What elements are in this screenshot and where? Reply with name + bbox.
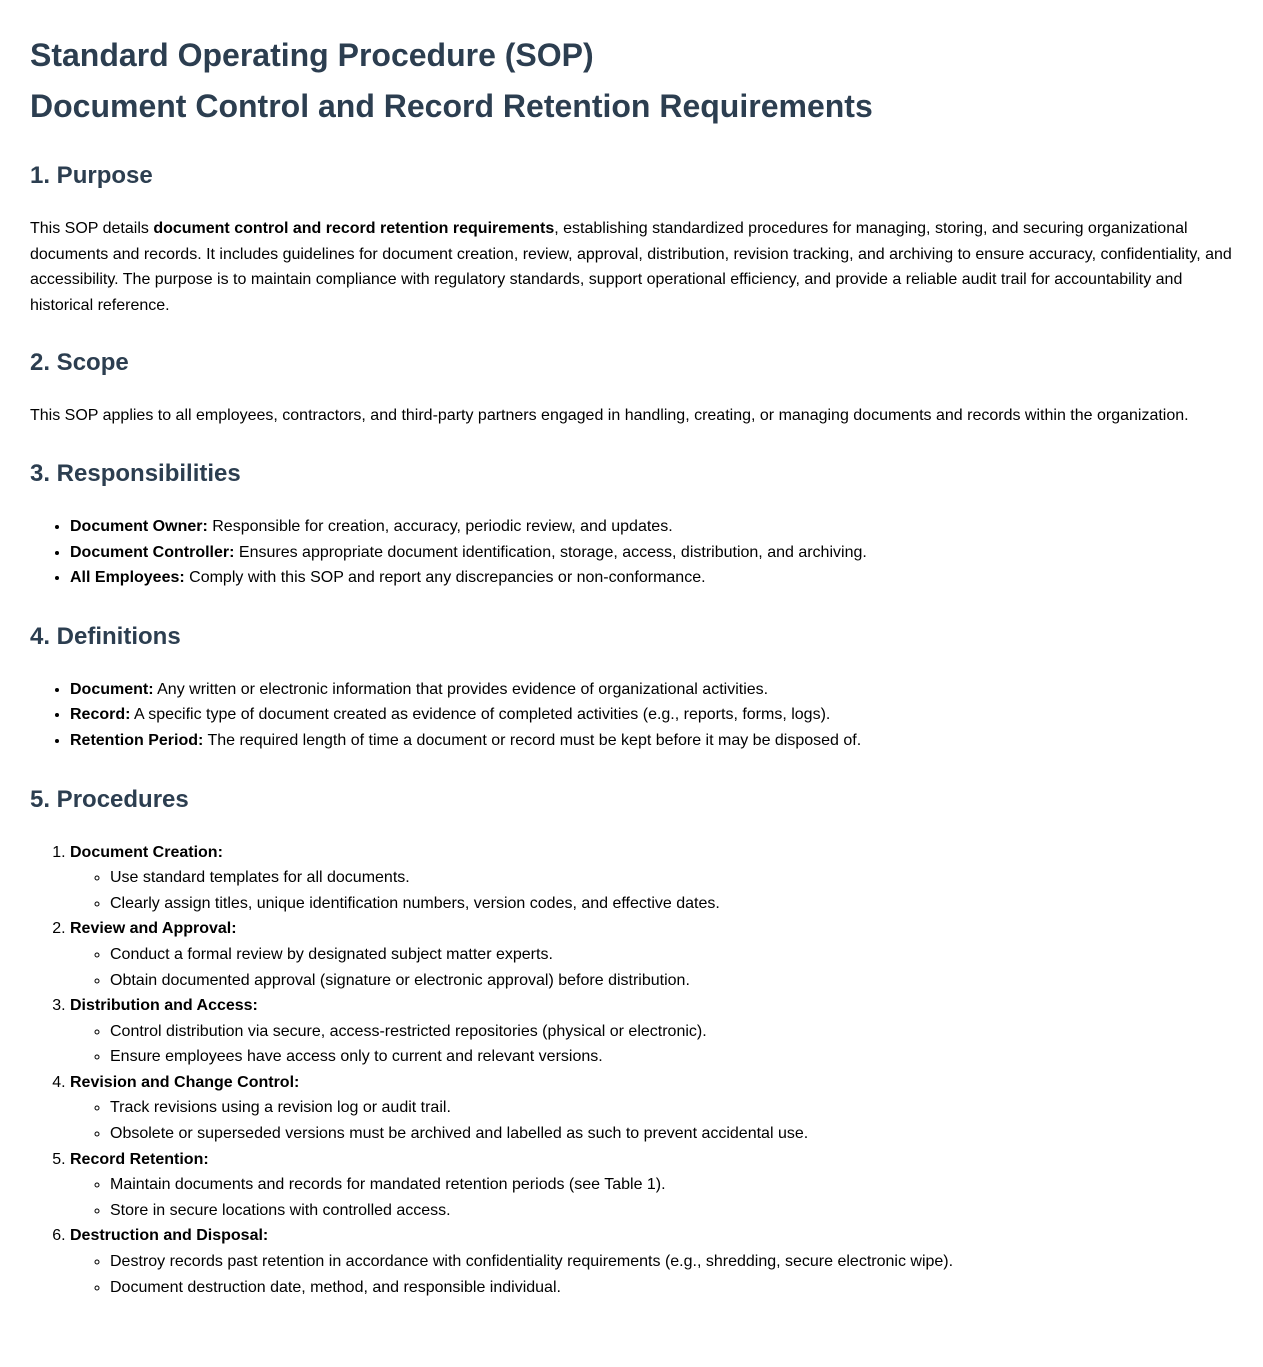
- list-item-desc: Any written or electronic information that provides evidence of organizational activities.: [153, 680, 769, 698]
- procedure-step-title: Record Retention:: [70, 1150, 209, 1168]
- title-line-2: Document Control and Record Retention Requirements: [30, 88, 873, 124]
- definitions-list: [30, 677, 1233, 754]
- procedure-step-title: Destruction and Disposal:: [70, 1227, 269, 1245]
- scope-heading: 2. Scope: [30, 349, 129, 377]
- purpose-text-bold: document control and record retention requirements: [153, 220, 555, 237]
- procedure-sub-list: [70, 1095, 1233, 1146]
- procedure-sub-item: ◦ Document destruction date, method, and responsible individual.: [110, 1275, 1233, 1301]
- procedure-sub-item: ◦ Clearly assign titles, unique identification numbers, version codes, and effective dates.: [110, 891, 1233, 917]
- purpose-heading: 1. Purpose: [30, 162, 153, 189]
- procedure-sub-item: ◦ Maintain documents and records for mandated retention periods (see Table 1).: [110, 1172, 1233, 1198]
- procedure-step: [70, 1147, 1233, 1224]
- procedure-sub-list: [70, 1019, 1233, 1070]
- list-item-term: Record:: [70, 706, 131, 724]
- scope-paragraph: This SOP applies to all employees, contractors, and third-party partners engaged in handling, creating, or managing documents and records within the organization.: [30, 407, 1189, 425]
- list-item-desc: The required length of time a document or record must be kept before it may be disposed of.: [203, 731, 862, 749]
- list-item-desc: A specific type of document created as evidence of completed activities (e.g., reports, forms, logs).: [130, 706, 831, 724]
- procedure-sub-item: ◦ Obtain documented approval (signature or electronic approval) before distribution.: [110, 968, 1233, 994]
- procedure-step-title: Document Creation:: [70, 843, 223, 861]
- procedure-sub-item: ◦ Track revisions using a revision log or audit trail.: [110, 1095, 1233, 1121]
- title-line-1: Standard Operating Procedure (SOP): [30, 37, 594, 73]
- list-item: [70, 677, 1233, 703]
- procedure-sub-list: [70, 865, 1233, 916]
- procedure-sub-item: ◦ Destroy records past retention in accordance with confidentiality requirements (e.g., shredding, secure electronic wipe).: [110, 1249, 1233, 1275]
- procedure-sub-item: ◦ Use standard templates for all documents.: [110, 865, 1233, 891]
- list-item-desc: Comply with this SOP and report any discrepancies or non-conformance.: [184, 569, 706, 587]
- procedure-sub-item: ◦ Obsolete or superseded versions must be archived and labelled as such to prevent accidental use.: [110, 1121, 1233, 1147]
- procedure-sub-list: [70, 942, 1233, 993]
- document-title: [30, 30, 1233, 132]
- list-item-term: Document Controller:: [70, 543, 235, 561]
- procedure-sub-item: ◦ Conduct a formal review by designated subject matter experts.: [110, 942, 1233, 968]
- procedure-step: [70, 840, 1233, 917]
- procedure-step-title: Distribution and Access:: [70, 997, 258, 1015]
- list-item: [70, 702, 1233, 728]
- procedure-step: [70, 916, 1233, 993]
- responsibilities-heading: 3. Responsibilities: [30, 459, 241, 487]
- procedure-sub-item: ◦ Control distribution via secure, access-restricted repositories (physical or electronic).: [110, 1019, 1233, 1045]
- responsibilities-list: [30, 514, 1233, 591]
- procedure-sub-item: ◦ Ensure employees have access only to current and relevant versions.: [110, 1044, 1233, 1070]
- list-item-term: Document Owner:: [70, 517, 208, 535]
- procedure-step-title: Revision and Change Control:: [70, 1073, 300, 1091]
- purpose-text-before: This SOP details: [30, 220, 154, 237]
- procedure-step: [70, 1223, 1233, 1300]
- procedure-sub-item: ◦ Store in secure locations with controlled access.: [110, 1198, 1233, 1224]
- list-item-term: Retention Period:: [70, 731, 204, 749]
- procedures-heading: 5. Procedures: [30, 785, 189, 813]
- document-page: [30, 30, 1233, 1336]
- procedure-sub-list: [70, 1249, 1233, 1300]
- list-item-term: Document:: [70, 680, 154, 698]
- definitions-heading: 4. Definitions: [30, 622, 181, 650]
- procedures-list: [30, 840, 1233, 1301]
- procedure-sub-list: [70, 1172, 1233, 1223]
- list-item: [70, 514, 1233, 540]
- procedure-step-title: Review and Approval:: [70, 920, 237, 938]
- purpose-text-after: , establishing standardized procedures for managing, storing, and securing organizational documents and records. It includes guidelines for document creation, review, approval, distribution, revision tracking, and archiving to ensure accuracy, confidentiality, and accessibility. The purpose is to maintain compliance with regulatory standards, support operational efficiency, and provide a reliable audit trail for accountability and historical reference.: [30, 220, 1232, 314]
- list-item: [70, 540, 1233, 566]
- list-item: [70, 565, 1233, 591]
- list-item: [70, 728, 1233, 754]
- list-item-desc: Responsible for creation, accuracy, periodic review, and updates.: [207, 517, 673, 535]
- procedure-step: [70, 993, 1233, 1070]
- list-item-desc: Ensures appropriate document identification, storage, access, distribution, and archiving.: [234, 543, 867, 561]
- list-item-term: All Employees:: [70, 569, 185, 587]
- procedure-step: [70, 1070, 1233, 1147]
- purpose-paragraph: [30, 216, 1233, 318]
